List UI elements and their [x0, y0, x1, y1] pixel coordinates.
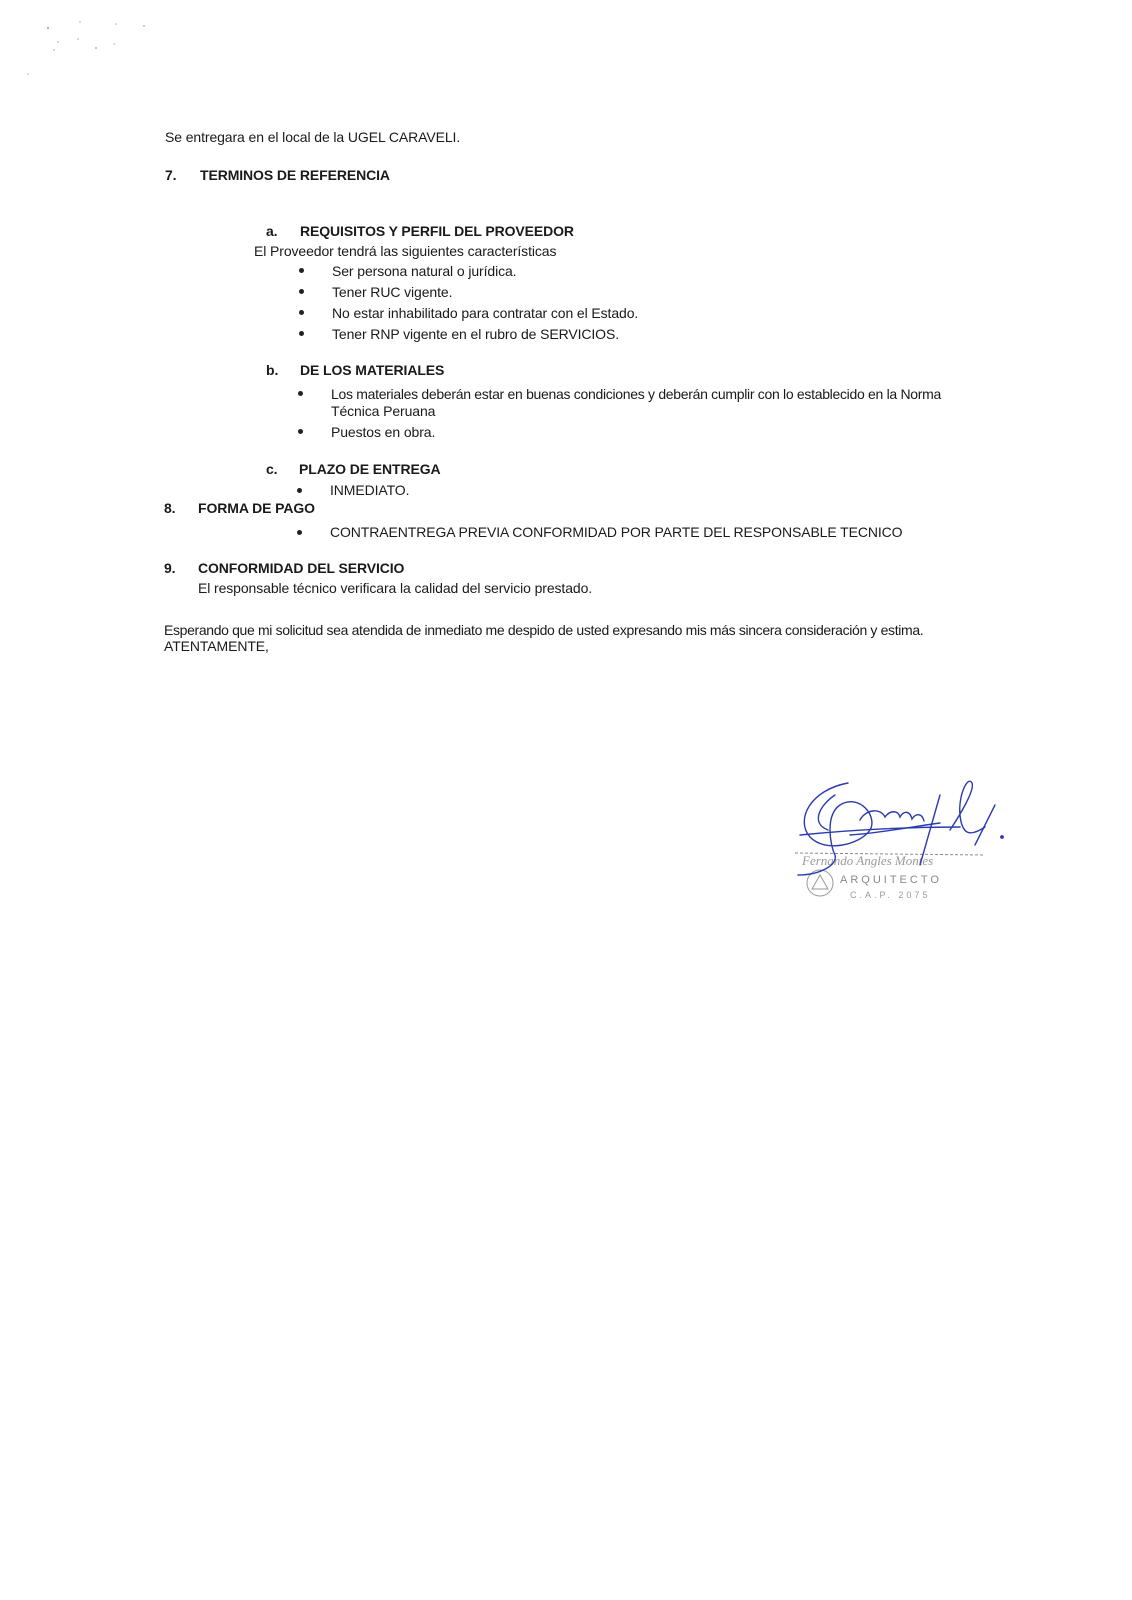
section-9-number: 9. [164, 560, 176, 576]
section-9-title: CONFORMIDAD DEL SERVICIO [198, 560, 405, 576]
section-7-number: 7. [165, 167, 177, 183]
section-8-title: FORMA DE PAGO [198, 500, 315, 516]
list-item: Puestos en obra. [331, 424, 436, 440]
bullet-icon [299, 310, 304, 315]
signature-stamp [790, 775, 1040, 925]
svg-text:ARQUITECTO: ARQUITECTO [840, 874, 942, 886]
bullet-icon [298, 391, 303, 396]
subsection-a-intro: El Proveedor tendrá las siguientes características [254, 243, 557, 259]
list-item: Tener RUC vigente. [332, 284, 453, 300]
bullet-icon [299, 289, 304, 294]
subsection-b-title: DE LOS MATERIALES [300, 362, 445, 378]
subsection-b-letter: b. [266, 362, 279, 378]
bullet-icon [299, 331, 304, 336]
sign-off: ATENTAMENTE, [164, 638, 269, 654]
subsection-a-title: REQUISITOS Y PERFIL DEL PROVEEDOR [300, 223, 574, 239]
section-7-title: TERMINOS DE REFERENCIA [200, 167, 390, 183]
list-item: No estar inhabilitado para contratar con el Estado. [332, 305, 639, 321]
scan-noise-marks [18, 14, 168, 84]
subsection-c-letter: c. [266, 461, 278, 477]
svg-text:C.A.P. 2075: C.A.P. 2075 [850, 890, 931, 900]
bullet-icon [297, 488, 302, 493]
list-item-continuation: Técnica Peruana [331, 403, 436, 419]
svg-text:Fernando Angles Montes: Fernando Angles Montes [802, 853, 934, 868]
section-8-number: 8. [164, 500, 176, 516]
subsection-c-title: PLAZO DE ENTREGA [299, 461, 441, 477]
list-item: CONTRAENTREGA PREVIA CONFORMIDAD POR PARTE DEL RESPONSABLE TECNICO [330, 524, 903, 540]
list-item: INMEDIATO. [330, 482, 410, 498]
bullet-icon [297, 530, 302, 535]
bullet-icon [298, 429, 303, 434]
list-item: Los materiales deberán estar en buenas condiciones y deberán cumplir con lo establecido en la Norma [331, 386, 942, 402]
list-item: Ser persona natural o jurídica. [332, 263, 517, 279]
section-9-text: El responsable técnico verificara la calidad del servicio prestado. [198, 580, 593, 596]
closing-paragraph: Esperando que mi solicitud sea atendida de inmediato me despido de usted expresando mis más sincera consideración y estima. [164, 622, 924, 638]
bullet-icon [299, 268, 304, 273]
subsection-a-letter: a. [266, 223, 278, 239]
delivery-location-text: Se entregara en el local de la UGEL CARAVELI. [165, 129, 461, 145]
list-item: Tener RNP vigente en el rubro de SERVICIOS. [332, 326, 620, 342]
